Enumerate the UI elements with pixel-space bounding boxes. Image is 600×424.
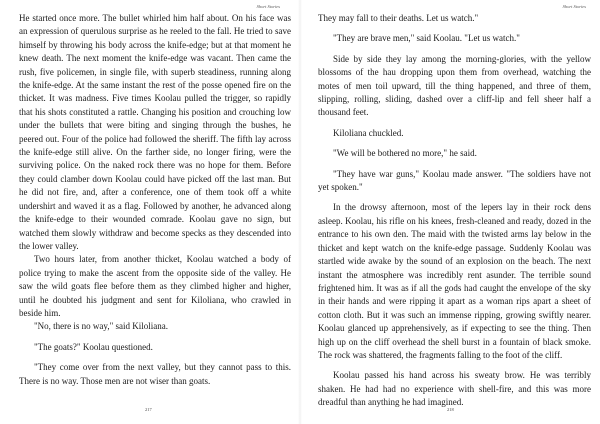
paragraph: "No, there is no way," said Kiloliana. [34, 321, 168, 332]
right-page [300, 0, 600, 424]
page-number: 218 [447, 407, 454, 412]
paragraph: "We will be bothered no more," he said. [333, 148, 477, 159]
page-body [19, 12, 291, 388]
paragraph: "The goats?" Koolau questioned. [34, 341, 153, 352]
running-header: Short Stories [562, 4, 586, 9]
paragraph: Side by side they lay among the morning-glories, with the yellow blossoms of the hau dropping upon them from overhead, watching the motes of men toil upward, till the thing happened, and three of them, slipping, rolling, sliding, dashed over a cliff-lip and fell sheer half a thousand feet. [318, 53, 591, 118]
paragraph: Koolau passed his hand across his sweaty brow. He was terribly shaken. He had had no experience with shell-fire, and this was more dreadful than anything he had imagined. [318, 370, 591, 408]
page-number: 217 [145, 407, 152, 412]
paragraph: "They come over from the next valley, but they cannot pass to this. There is no way. Those men are not wiser than goats. [19, 362, 291, 386]
page-body [318, 12, 591, 410]
paragraph: They may fall to their deaths. Let us watch." [318, 13, 479, 23]
paragraph: He started once more. The bullet whirled him half about. On his face was an expression of querulous surprise as he reeled to the fall. He tried to save himself by throwing his body across the knife-edge; but at that moment he knew death. The next moment the knife-edge was vacant. Then came the rush, five policemen, in single file, with superb steadiness, running along the knife-edge. At the same instant the rest of the posse opened fire on the thicket. It was madness. Five times Koolau pulled the trigger, so rapidly that his shots constituted a rattle. Changing his position and crouching low under the bullets that were biting and singing through the bushes, he peered out. Four of the police had followed the sheriff. The fifth lay across the knife-edge still alive. On the farther side, no longer firing, were the surviving police. On the naked rock there was no hope for them. Before they could clamber down Koolau could have picked off the last man. But he did not fire, and, after a conference, one of them took off a white undershirt and waved it as a flag. Followed by another, he advanced along the knife-edge to their wounded comrade. Koolau gave no sign, but watched them slowly withdraw and become specks as they descended into the lower valley. [19, 13, 291, 251]
paragraph: Two hours later, from another thicket, Koolau watched a body of police trying to make the ascent from the opposite side of the valley. He saw the wild goats flee before them as they climbed higher and higher, until he doubted his judgment and sent for Kiloliana, who crawled in beside him. [19, 254, 291, 318]
paragraph: "They have war guns," Koolau made answer. "The soldiers have not yet spoken." [318, 168, 591, 193]
paragraph: Kiloliana chuckled. [333, 127, 404, 138]
paragraph: "They are brave men," said Koolau. "Let us watch." [333, 33, 520, 44]
running-header: Short Stories [256, 4, 280, 9]
paragraph: In the drowsy afternoon, most of the lepers lay in their rock dens asleep. Koolau, his rifle on his knees, fresh-cleaned and ready, dozed in the entrance to his own den. The maid with the twisted arms lay below in the thicket and kept watch on the knife-edge passage. Suddenly Koolau was startled wide awake by the sound of an explosion on the beach. The next instant the atmosphere was incredibly rent asunder. The terrible sound frightened him. It was as if all the gods had caught the envelope of the sky in their hands and were ripping it apart as a woman rips apart a sheet of cotton cloth. But it was such an immense ripping, growing swiftly nearer. Koolau glanced up apprehensively, as if expecting to see the thing. Then high up on the cliff overhead the shell burst in a fountain of black smoke. The rock was shattered, the fragments falling to the foot of the cliff. [318, 202, 591, 360]
